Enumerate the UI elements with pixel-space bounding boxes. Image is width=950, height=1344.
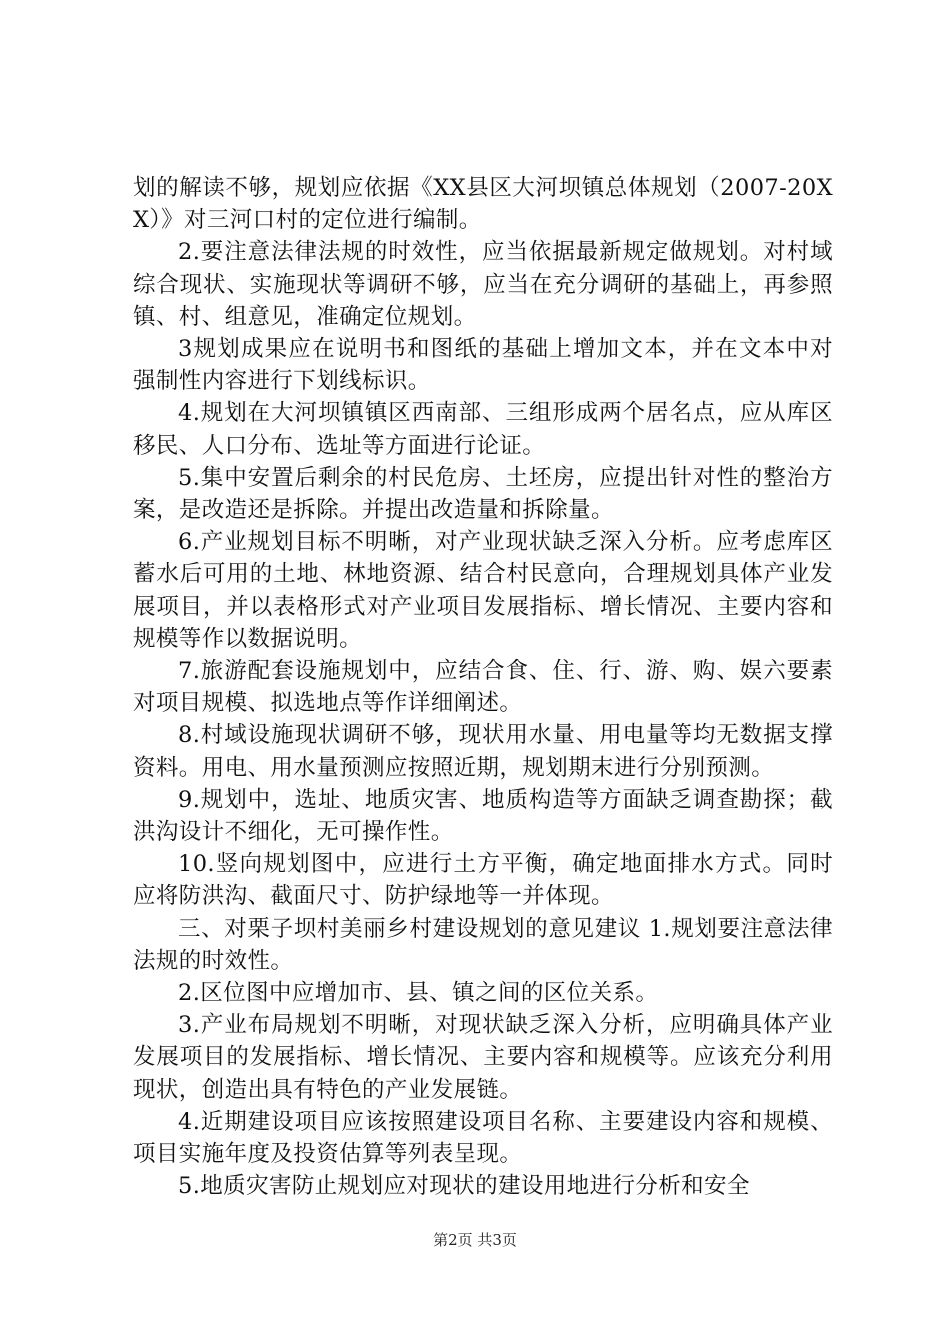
paragraph-11: 三、对栗子坝村美丽乡村建设规划的意见建议 1.规划要注意法律法规的时效性。 (133, 915, 833, 974)
paragraph-10: 10.竖向规划图中，应进行土方平衡，确定地面排水方式。同时应将防洪沟、截面尺寸、防护绿地等一并体现。 (133, 851, 833, 910)
paragraph-13: 3.产业布局规划不明晰，对现状缺乏深入分析，应明确具体产业发展项目的发展指标、增长情况、主要内容和规模等。应该充分利用现状，创造出具有特色的产业发展链。 (133, 1012, 833, 1103)
paragraph-8: 8.村域设施现状调研不够，现状用水量、用电量等均无数据支撑资料。用电、用水量预测应按照近期，规划期末进行分别预测。 (133, 722, 833, 781)
paragraph-15: 5.地质灾害防止规划应对现状的建设用地进行分析和安全 (178, 1173, 750, 1200)
paragraph-2: 2.要注意法律法规的时效性，应当依据最新规定做规划。对村域综合现状、实施现状等调研不够，应当在充分调研的基础上，再参照镇、村、组意见，准确定位规划。 (133, 239, 833, 330)
paragraph-7: 7.旅游配套设施规划中，应结合食、住、行、游、购、娱六要素对项目规模、拟选地点等作详细阐述。 (133, 658, 833, 717)
paragraph-12: 2.区位图中应增加市、县、镇之间的区位关系。 (178, 980, 659, 1007)
paragraph-4: 4.规划在大河坝镇镇区西南部、三组形成两个居名点，应从库区移民、人口分布、选址等方面进行论证。 (133, 400, 833, 459)
paragraph-5: 5.集中安置后剩余的村民危房、土坯房，应提出针对性的整治方案，是改造还是拆除。并提出改造量和拆除量。 (133, 464, 833, 524)
paragraph-6: 6.产业规划目标不明晰，对产业现状缺乏深入分析。应考虑库区蓄水后可用的土地、林地资源、结合村民意向，合理规划具体产业发展项目，并以表格形式对产业项目发展指标、增长情况、主要内容和规模等作以数据说明。 (133, 529, 833, 652)
paragraph-9: 9.规划中，选址、地质灾害、地质构造等方面缺乏调查勘探；截洪沟设计不细化，无可操作性。 (133, 786, 833, 846)
page-number-footer: 第2页 共3页 (433, 1231, 517, 1249)
paragraph-14: 4.近期建设项目应该按照建设项目名称、主要建设内容和规模、项目实施年度及投资估算等列表呈现。 (133, 1108, 833, 1168)
paragraph-3: 3规划成果应在说明书和图纸的基础上增加文本，并在文本中对强制性内容进行下划线标识。 (133, 336, 833, 395)
paragraph-1: 划的解读不够，规划应依据《XX县区大河坝镇总体规划（2007-20XX）》对三河口村的定位进行编制。 (133, 175, 833, 234)
document-body (133, 172, 833, 1203)
